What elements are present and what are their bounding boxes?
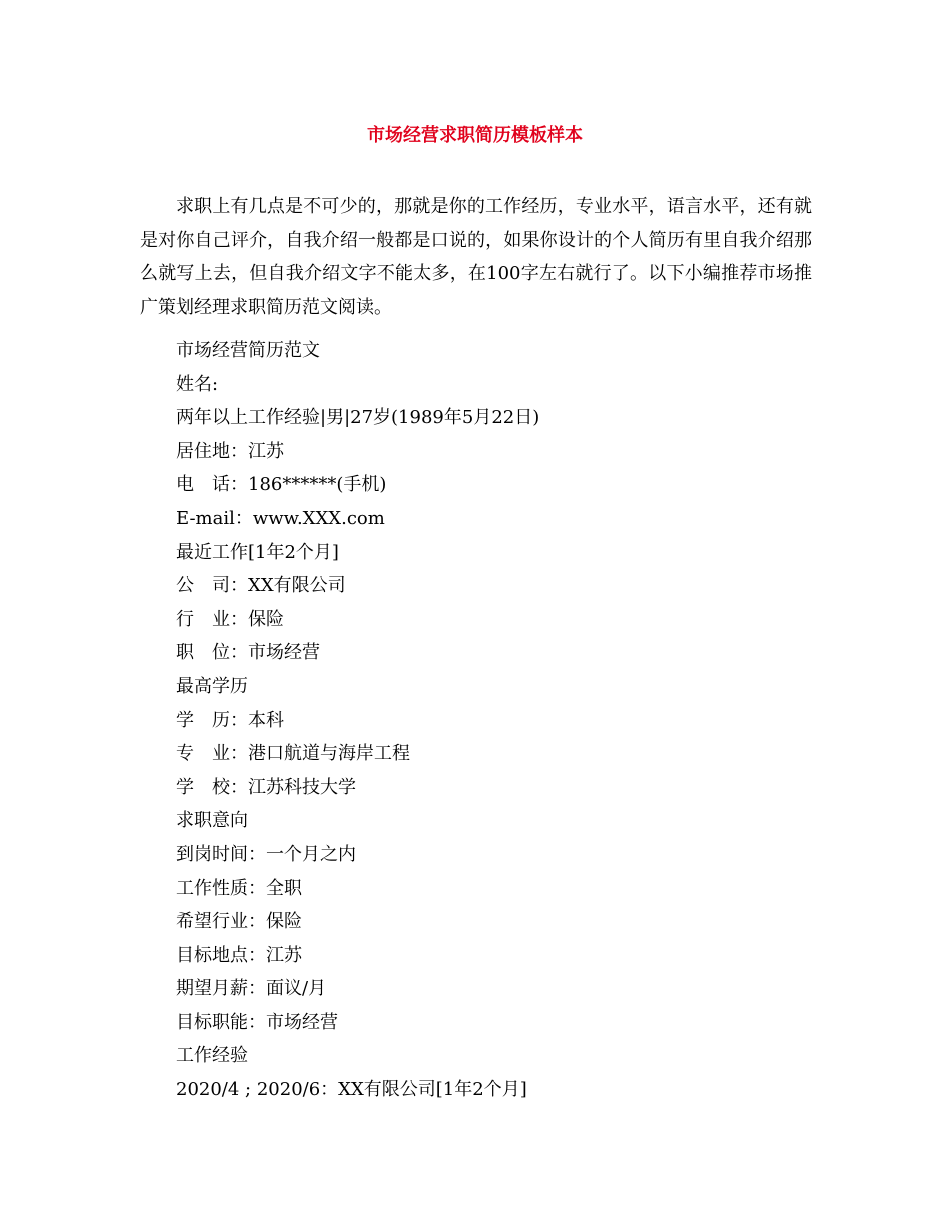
resume-line: 姓名: bbox=[176, 373, 219, 395]
resume-line: 目标地点：江苏 bbox=[176, 944, 302, 966]
resume-line: 最高学历 bbox=[176, 675, 248, 697]
resume-line: 最近工作[1年2个月] bbox=[176, 541, 339, 563]
resume-line: 市场经营简历范文 bbox=[176, 340, 320, 361]
document-title: 市场经营求职简历模板样本 bbox=[367, 125, 583, 146]
resume-line: E-mail：www.XXX.com bbox=[176, 507, 385, 529]
resume-line: 公 司：XX有限公司 bbox=[176, 575, 346, 597]
resume-line: 目标职能：市场经营 bbox=[176, 1011, 338, 1033]
resume-line: 学 历：本科 bbox=[176, 709, 284, 731]
resume-line: 居住地：江苏 bbox=[176, 440, 284, 462]
resume-lines bbox=[176, 334, 816, 1107]
resume-line: 电 话：186******(手机) bbox=[176, 474, 387, 496]
resume-line: 行 业：保险 bbox=[176, 608, 284, 630]
resume-line: 希望行业：保险 bbox=[176, 911, 302, 933]
intro-paragraph: 求职上有几点是不可少的，那就是你的工作经历，专业水平，语言水平，还有就是对你自己评介，自我介绍一般都是口说的，如果你设计的个人简历有里自我介绍那么就写上去，但自我介绍文字不能太多，在100字左右就行了。以下小编推荐市场推广策划经理求职简历范文阅读。 bbox=[140, 196, 812, 318]
resume-line: 工作经验 bbox=[176, 1045, 248, 1067]
resume-line: 两年以上工作经验|男|27岁(1989年5月22日) bbox=[176, 407, 540, 429]
resume-line: 2020/4 ; 2020/6：XX有限公司[1年2个月] bbox=[176, 1079, 527, 1101]
resume-line: 期望月薪：面议/月 bbox=[176, 978, 327, 1000]
resume-line: 工作性质：全职 bbox=[176, 877, 302, 899]
resume-line: 专 业：港口航道与海岸工程 bbox=[176, 743, 410, 765]
resume-line: 求职意向 bbox=[176, 810, 248, 832]
resume-line: 职 位：市场经营 bbox=[176, 642, 320, 664]
resume-line: 学 校：江苏科技大学 bbox=[176, 776, 356, 798]
resume-line: 到岗时间：一个月之内 bbox=[176, 843, 356, 865]
